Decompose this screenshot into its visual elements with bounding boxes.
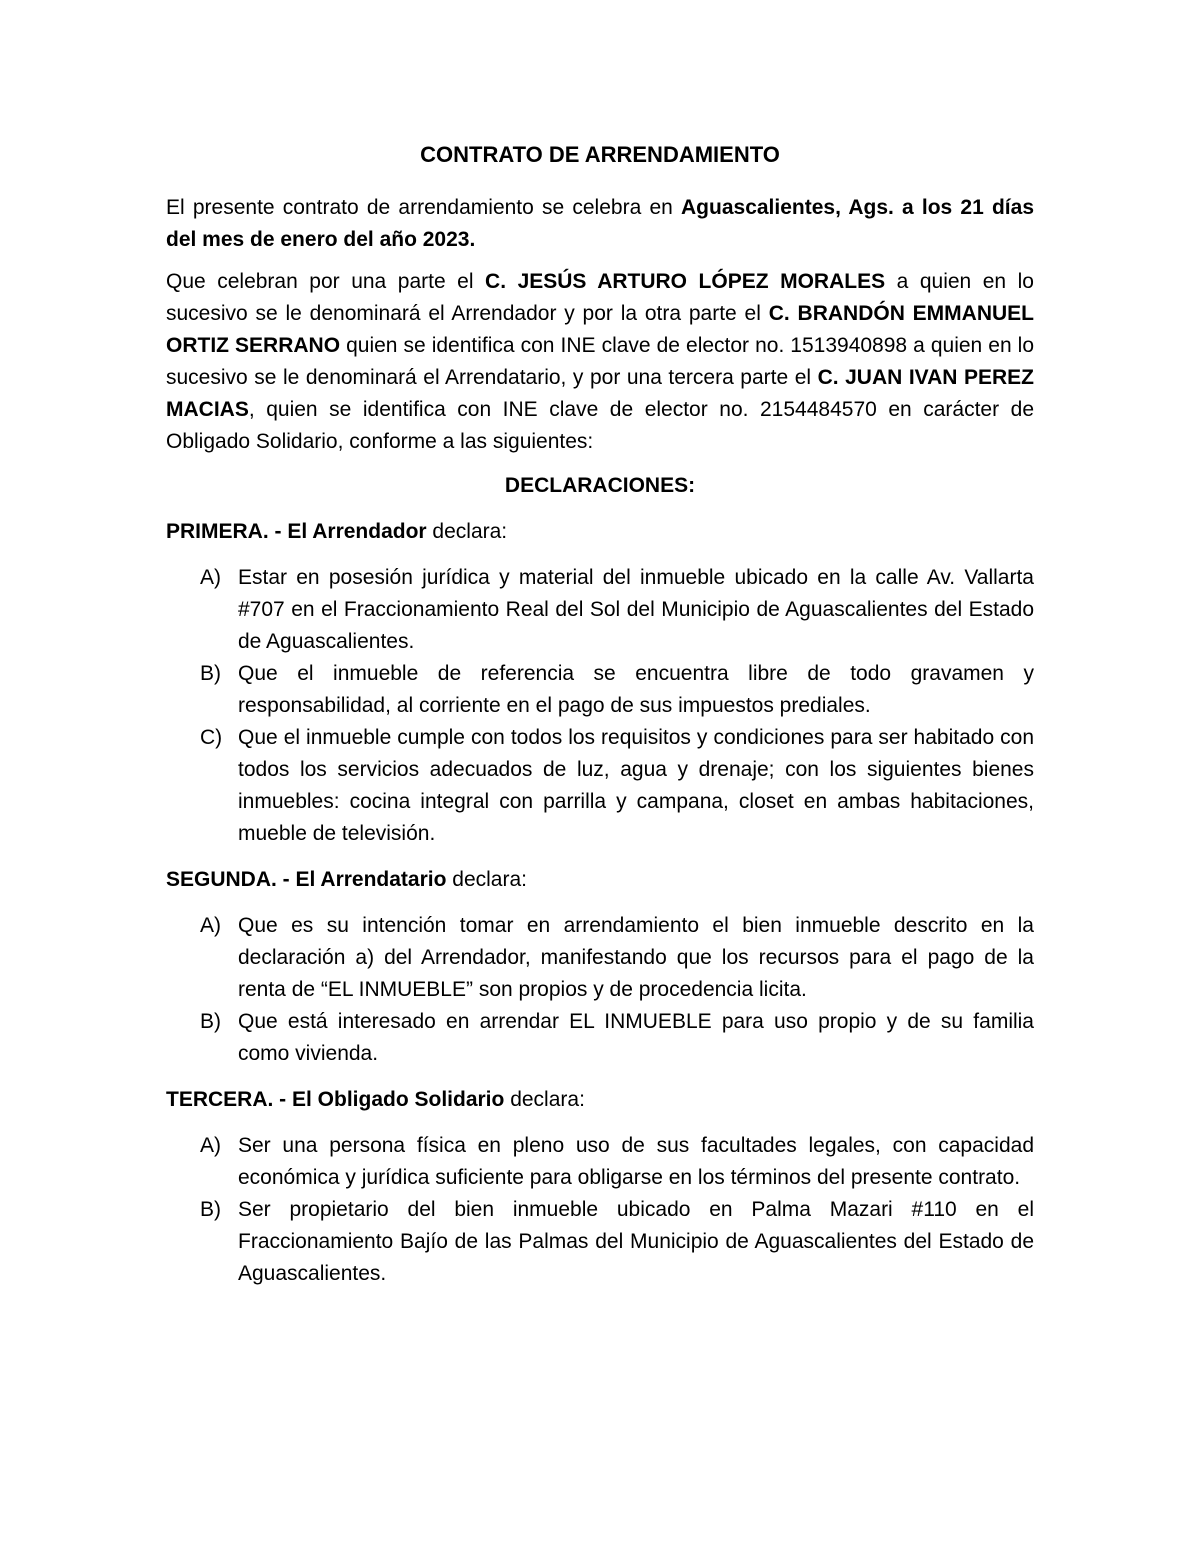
item-text: Ser propietario del bien inmueble ubicado en Palma Mazari #110 en el Fraccionamiento Bajío de las Palmas del Municipio de Aguascalientes del Estado de Aguascalientes. — [238, 1198, 1034, 1285]
section-title-rest: declara: — [446, 868, 527, 891]
parties-text-3: quien se identifica con INE clave de elector no. 1513940898 a quien en lo sucesivo se le denominará el Arrendatario, y por una tercera parte el — [166, 334, 1035, 389]
item-text: Estar en posesión jurídica y material del inmueble ubicado en la calle Av. Vallarta #707 en el Fraccionamiento Real del Sol del Municipio de Aguascalientes del Estado de Aguascalientes. — [238, 566, 1034, 653]
item-marker: C) — [200, 726, 223, 749]
item-text: Que el inmueble cumple con todos los requisitos y condiciones para ser habitado con todos los servicios adecuados de luz, agua y drenaje; con los siguientes bienes inmuebles: cocina integral con parrilla y campana, closet en ambas habitaciones, mueble de televisión. — [238, 726, 1034, 845]
section-items-segunda — [166, 910, 1034, 1070]
section-heading-tercera — [166, 1084, 1034, 1116]
declarations-title: DECLARACIONES: — [504, 474, 696, 497]
item-text: Que es su intención tomar en arrendamiento el bien inmueble descrito en la declaración a) del Arrendador, manifestando que los recursos para el pago de la renta de “EL INMUEBLE” son propios y de procedencia licita. — [238, 914, 1034, 1001]
item-text: Ser una persona física en pleno uso de sus facultades legales, con capacidad económica y jurídica suficiente para obligarse en los términos del presente contrato. — [238, 1134, 1034, 1189]
section-heading-segunda — [166, 864, 1034, 896]
section-title: TERCERA. - El Obligado Solidario — [166, 1088, 505, 1111]
section-title: PRIMERA. - El Arrendador — [166, 520, 427, 543]
declarations-heading — [166, 470, 1034, 502]
list-item — [166, 1006, 1034, 1070]
item-marker: B) — [200, 1198, 221, 1221]
guarantor-name: C. JUAN IVAN PEREZ MACIAS — [166, 366, 1035, 421]
intro-paragraph — [166, 192, 1034, 256]
list-item — [166, 722, 1034, 850]
document-title: CONTRATO DE ARRENDAMIENTO — [420, 142, 780, 167]
item-marker: B) — [200, 662, 221, 685]
document-page — [166, 138, 1034, 1302]
list-item — [166, 562, 1034, 658]
item-marker: A) — [200, 566, 221, 589]
item-text: Que está interesado en arrendar EL INMUEBLE para uso propio y de su familia como vivienda. — [238, 1010, 1034, 1065]
section-items-primera — [166, 562, 1034, 850]
section-title-rest: declara: — [504, 1088, 585, 1111]
section-title-rest: declara: — [426, 520, 508, 543]
list-item — [166, 1194, 1034, 1290]
tenant-name: C. BRANDÓN EMMANUEL ORTIZ SERRANO — [166, 302, 1034, 357]
parties-text-1: Que celebran por una parte el — [166, 270, 486, 293]
parties-text-2: a quien en lo sucesivo se le denominará el Arrendador y por la otra parte el — [166, 270, 1034, 325]
item-marker: A) — [200, 914, 221, 937]
landlord-name: C. JESÚS ARTURO LÓPEZ MORALES — [485, 270, 886, 293]
item-text: Que el inmueble de referencia se encuentra libre de todo gravamen y responsabilidad, al corriente en el pago de sus impuestos prediales. — [238, 662, 1034, 717]
section-title: SEGUNDA. - El Arrendatario — [166, 868, 447, 891]
item-marker: B) — [200, 1010, 221, 1033]
list-item — [166, 658, 1034, 722]
list-item — [166, 1130, 1034, 1194]
section-items-tercera — [166, 1130, 1034, 1290]
item-marker: A) — [200, 1134, 221, 1157]
parties-paragraph — [166, 266, 1034, 458]
parties-text-4: , quien se identifica con INE clave de elector no. 2154484570 en carácter de Obligado Solidario, conforme a las siguientes: — [166, 398, 1034, 453]
section-heading-primera — [166, 516, 1034, 548]
list-item — [166, 910, 1034, 1006]
intro-place-date: Aguascalientes, Ags. a los 21 días del mes de enero del año 2023. — [166, 196, 1035, 251]
intro-text: El presente contrato de arrendamiento se celebra en — [166, 196, 682, 219]
